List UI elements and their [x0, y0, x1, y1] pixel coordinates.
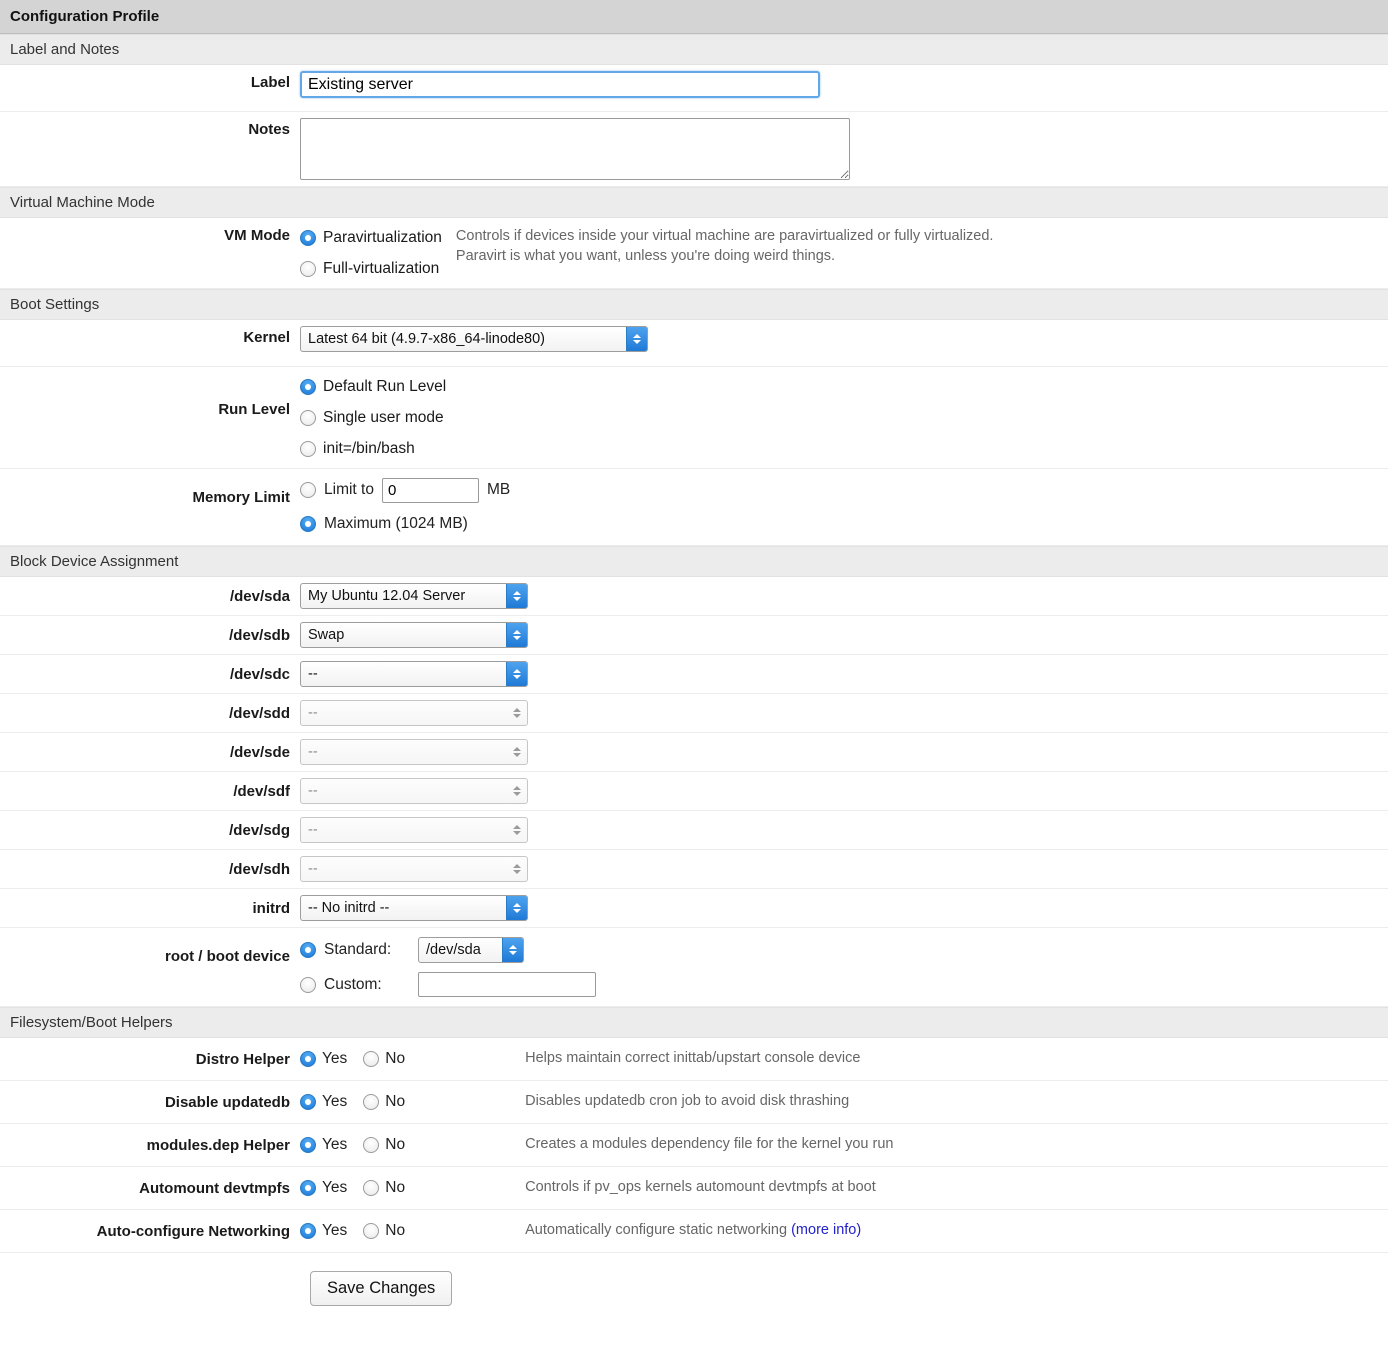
kernel-field — [300, 326, 648, 352]
block-device-select-sdf[interactable] — [300, 778, 528, 804]
root-boot-device-options — [300, 934, 596, 1000]
helper-help-text — [413, 1221, 1388, 1241]
vm-mode-help-line2: Paravirt is what you want, unless you're doing weird things. — [455, 247, 836, 264]
helper-option-yes[interactable] — [300, 1093, 347, 1111]
notes-row — [0, 112, 1388, 187]
label-input[interactable] — [300, 71, 820, 98]
initrd-label: initrd — [252, 899, 290, 917]
block-device-select-value: -- — [308, 783, 318, 799]
helper-option-yes-label: Yes — [322, 1179, 348, 1196]
run-level-option-default[interactable] — [300, 373, 446, 400]
section-header-label-and-notes: Label and Notes — [0, 34, 1388, 65]
radio-icon[interactable] — [300, 942, 316, 958]
helper-option-no-label: No — [385, 1050, 406, 1067]
helper-option-no-label: No — [385, 1136, 406, 1153]
initrd-select[interactable] — [300, 895, 528, 921]
radio-icon[interactable] — [363, 1180, 379, 1196]
helper-label: Automount devtmpfs — [139, 1179, 290, 1197]
block-device-label: /dev/sdg — [229, 821, 290, 839]
memory-limit-input[interactable] — [382, 478, 479, 503]
helper-help-text — [413, 1092, 1388, 1112]
radio-icon[interactable] — [300, 410, 316, 426]
helper-help-text — [413, 1135, 1388, 1155]
block-device-select-value: -- — [308, 705, 318, 721]
block-device-label: /dev/sdb — [229, 626, 290, 644]
run-level-options — [300, 373, 446, 462]
memory-limit-options — [300, 475, 510, 539]
stepper-arrows-icon[interactable] — [507, 857, 527, 881]
radio-icon[interactable] — [300, 1051, 316, 1067]
block-device-select-value: -- — [308, 666, 318, 682]
block-device-select-sdd[interactable] — [300, 700, 528, 726]
memory-limit-option-maximum[interactable] — [300, 509, 510, 539]
root-boot-device-standard-value: /dev/sda — [426, 941, 481, 958]
run-level-option-label: init=/bin/bash — [323, 439, 415, 457]
label-field-label: Label — [250, 74, 290, 91]
block-device-select-sde[interactable] — [300, 739, 528, 765]
stepper-arrows-icon[interactable] — [506, 584, 527, 608]
block-device-select-value: My Ubuntu 12.04 Server — [308, 588, 466, 604]
save-changes-button[interactable]: Save Changes — [310, 1271, 452, 1306]
helper-help-main: Controls if pv_ops kernels automount devtmpfs at boot — [525, 1179, 876, 1196]
helper-label: Distro Helper — [195, 1050, 290, 1068]
helper-help-text — [413, 1178, 1388, 1198]
root-boot-device-custom-input[interactable] — [418, 972, 596, 997]
helper-yesno-group — [300, 1222, 413, 1240]
vm-mode-help — [442, 224, 1388, 266]
stepper-arrows-icon[interactable] — [507, 779, 527, 803]
stepper-arrows-icon[interactable] — [506, 662, 527, 686]
helper-label: modules.dep Helper — [146, 1136, 290, 1154]
vm-mode-help-line1: Controls if devices inside your virtual machine are paravirtualized or fully virtualized. — [455, 228, 994, 244]
block-device-select-sdg[interactable] — [300, 817, 528, 843]
block-device-label: /dev/sde — [229, 743, 290, 761]
block-device-row-sdd — [0, 694, 1388, 733]
notes-textarea[interactable] — [300, 118, 850, 180]
run-level-label: Run Level — [218, 401, 290, 418]
block-device-select-value: -- — [308, 744, 318, 760]
memory-limit-label: Memory Limit — [192, 489, 290, 506]
section-header-block-device-assignment: Block Device Assignment — [0, 546, 1388, 577]
block-device-row-sdg — [0, 811, 1388, 850]
helper-row-distro-helper — [0, 1038, 1388, 1081]
radio-icon[interactable] — [363, 1137, 379, 1153]
vm-mode-option-paravirtualization[interactable] — [300, 224, 442, 251]
memory-limit-unit: MB — [486, 481, 511, 498]
radio-icon[interactable] — [300, 261, 316, 277]
run-level-option-label: Single user mode — [323, 408, 444, 426]
vm-mode-option-label: Full-virtualization — [323, 259, 440, 277]
radio-icon[interactable] — [300, 1094, 316, 1110]
more-info-link[interactable]: (more info) — [791, 1222, 862, 1239]
stepper-arrows-icon[interactable] — [507, 701, 527, 725]
run-level-option-label: Default Run Level — [323, 377, 447, 395]
label-row — [0, 65, 1388, 112]
memory-limit-option-limit-to[interactable] — [300, 475, 510, 505]
block-device-label: /dev/sdh — [229, 860, 290, 878]
helper-row-modules-dep-helper — [0, 1124, 1388, 1167]
block-device-label: /dev/sda — [229, 587, 290, 605]
helper-option-yes-label: Yes — [322, 1093, 348, 1110]
helper-option-no[interactable] — [363, 1222, 405, 1240]
root-boot-device-standard-select[interactable] — [418, 937, 524, 963]
kernel-row — [0, 320, 1388, 367]
block-device-row-sdc — [0, 655, 1388, 694]
helper-label: Auto-configure Networking — [96, 1222, 290, 1240]
helper-option-no-label: No — [385, 1222, 406, 1239]
radio-icon[interactable] — [300, 516, 316, 532]
block-device-row-sde — [0, 733, 1388, 772]
block-device-row-sdf — [0, 772, 1388, 811]
radio-icon[interactable] — [363, 1223, 379, 1239]
helper-help-main: Creates a modules dependency file for the kernel you run — [525, 1136, 894, 1153]
helper-option-yes[interactable] — [300, 1136, 347, 1154]
block-device-row-sda — [0, 577, 1388, 616]
radio-icon[interactable] — [363, 1094, 379, 1110]
radio-icon[interactable] — [300, 441, 316, 457]
helper-row-disable-updatedb — [0, 1081, 1388, 1124]
kernel-select[interactable] — [300, 326, 648, 352]
page-title: Configuration Profile — [0, 0, 1388, 34]
root-boot-device-label: root / boot device — [164, 948, 290, 965]
radio-icon[interactable] — [300, 379, 316, 395]
helper-help-main: Disables updatedb cron job to avoid disk thrashing — [525, 1093, 850, 1110]
stepper-arrows-icon[interactable] — [506, 623, 527, 647]
helper-label: Disable updatedb — [164, 1093, 290, 1111]
block-device-label: /dev/sdc — [229, 665, 290, 683]
kernel-label: Kernel — [243, 329, 290, 346]
notes-field-wrap — [300, 118, 850, 180]
radio-icon[interactable] — [363, 1051, 379, 1067]
block-device-label: /dev/sdd — [229, 704, 290, 722]
section-header-filesystem-boot-helpers: Filesystem/Boot Helpers — [0, 1007, 1388, 1038]
block-device-select-sdh[interactable] — [300, 856, 528, 882]
helper-row-auto-configure-networking — [0, 1210, 1388, 1253]
memory-limit-maximum-label: Maximum (1024 MB) — [324, 515, 468, 532]
root-boot-device-option-custom[interactable] — [300, 969, 596, 1000]
block-device-select-value: -- — [308, 822, 318, 838]
run-level-row — [0, 367, 1388, 469]
block-device-select-value: -- — [308, 861, 318, 877]
helper-help-main: Automatically configure static networking — [525, 1222, 792, 1239]
root-boot-device-standard-label: Standard: — [324, 940, 392, 958]
helper-yesno-group — [300, 1179, 413, 1197]
helper-option-yes-label: Yes — [322, 1222, 348, 1239]
stepper-arrows-icon[interactable] — [506, 896, 527, 920]
helper-option-no[interactable] — [363, 1136, 405, 1154]
block-device-label: /dev/sdf — [233, 782, 290, 800]
initrd-row — [0, 889, 1388, 928]
helper-option-yes-label: Yes — [322, 1050, 348, 1067]
memory-limit-row — [0, 469, 1388, 546]
radio-icon[interactable] — [300, 1180, 316, 1196]
helper-yesno-group — [300, 1136, 413, 1154]
stepper-arrows-icon[interactable] — [507, 818, 527, 842]
label-field-wrap — [300, 71, 820, 98]
block-device-select-sda[interactable] — [300, 583, 528, 609]
radio-icon[interactable] — [300, 977, 316, 993]
root-boot-device-row — [0, 928, 1388, 1007]
helper-help-text — [413, 1049, 1388, 1069]
helper-yesno-group — [300, 1093, 413, 1111]
stepper-arrows-icon[interactable] — [626, 327, 647, 351]
helper-option-no-label: No — [385, 1093, 406, 1110]
kernel-select-value: Latest 64 bit (4.9.7-x86_64-linode80) — [308, 331, 545, 347]
vm-mode-label: VM Mode — [224, 227, 290, 244]
vm-mode-options — [300, 224, 442, 282]
helper-option-yes[interactable] — [300, 1179, 347, 1197]
radio-icon[interactable] — [300, 482, 316, 498]
helper-option-yes[interactable] — [300, 1222, 347, 1240]
notes-field-label: Notes — [248, 121, 290, 138]
helper-option-yes-label: Yes — [322, 1136, 348, 1153]
section-header-virtual-machine-mode: Virtual Machine Mode — [0, 187, 1388, 218]
block-device-select-sdb[interactable] — [300, 622, 528, 648]
save-button-wrap — [0, 1253, 1388, 1328]
section-header-boot-settings: Boot Settings — [0, 289, 1388, 320]
helper-option-yes[interactable] — [300, 1050, 347, 1068]
radio-icon[interactable] — [300, 230, 316, 246]
radio-icon[interactable] — [300, 1223, 316, 1239]
vm-mode-row — [0, 218, 1388, 289]
run-level-option-init-bin-bash[interactable] — [300, 435, 446, 462]
helper-yesno-group — [300, 1050, 413, 1068]
helper-option-no[interactable] — [363, 1050, 405, 1068]
block-device-select-sdc[interactable] — [300, 661, 528, 687]
helper-option-no[interactable] — [363, 1093, 405, 1111]
vm-mode-option-label: Paravirtualization — [323, 228, 442, 246]
initrd-select-value: -- No initrd -- — [308, 900, 390, 916]
block-device-select-value: Swap — [308, 627, 345, 643]
block-device-row-sdh — [0, 850, 1388, 889]
memory-limit-limit-to-label: Limit to — [324, 481, 374, 498]
stepper-arrows-icon[interactable] — [507, 740, 527, 764]
root-boot-device-option-standard[interactable] — [300, 934, 596, 965]
helper-option-no-label: No — [385, 1179, 406, 1196]
helper-row-automount-devtmpfs — [0, 1167, 1388, 1210]
stepper-arrows-icon[interactable] — [502, 938, 523, 962]
root-boot-device-custom-label: Custom: — [324, 975, 382, 993]
radio-icon[interactable] — [300, 1137, 316, 1153]
helper-option-no[interactable] — [363, 1179, 405, 1197]
helper-help-main: Helps maintain correct inittab/upstart console device — [525, 1050, 861, 1067]
run-level-option-single-user[interactable] — [300, 404, 446, 431]
block-device-row-sdb — [0, 616, 1388, 655]
vm-mode-option-full-virtualization[interactable] — [300, 255, 442, 282]
